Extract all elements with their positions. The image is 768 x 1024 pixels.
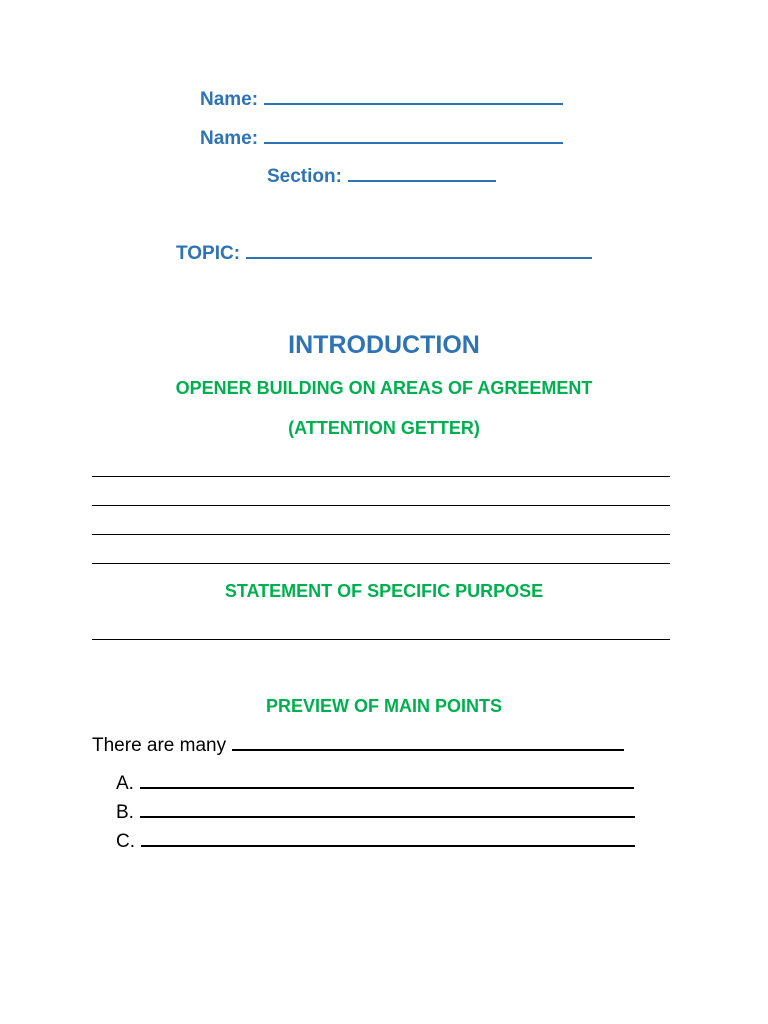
name-blank-1[interactable] (264, 102, 563, 105)
point-blank-b[interactable] (140, 815, 635, 818)
point-row-b (116, 802, 635, 824)
opener-line-4[interactable] (92, 563, 670, 564)
point-blank-a[interactable] (140, 786, 634, 789)
preview-heading: PREVIEW OF MAIN POINTS (265, 696, 502, 716)
name-blank-2[interactable] (264, 141, 563, 144)
opener-line-1[interactable] (92, 476, 670, 477)
opener-heading: OPENER BUILDING ON AREAS OF AGREEMENT (175, 378, 593, 398)
purpose-heading: STATEMENT OF SPECIFIC PURPOSE (224, 581, 544, 601)
preview-lead-row (92, 735, 624, 757)
point-label-b: B. (116, 802, 134, 823)
opener-line-2[interactable] (92, 505, 670, 506)
point-row-c (116, 831, 635, 853)
name-field-1 (200, 89, 563, 111)
opener-line-3[interactable] (92, 534, 670, 535)
section-label: Section: (267, 166, 342, 187)
topic-label: TOPIC: (176, 243, 241, 264)
point-label-c: C. (116, 831, 135, 852)
purpose-line[interactable] (92, 639, 670, 640)
topic-blank[interactable] (246, 256, 592, 259)
attention-heading: (ATTENTION GETTER) (288, 418, 480, 438)
section-field (267, 166, 496, 188)
name-label-1: Name: (200, 89, 259, 110)
point-row-a (116, 773, 634, 795)
name-field-2 (200, 128, 563, 150)
introduction-title: INTRODUCTION (288, 331, 480, 359)
topic-field (176, 243, 592, 265)
preview-lead-text: There are many (92, 735, 227, 756)
point-label-a: A. (116, 773, 134, 794)
point-blank-c[interactable] (141, 844, 635, 847)
section-blank[interactable] (348, 179, 496, 182)
preview-lead-blank[interactable] (232, 748, 624, 751)
name-label-2: Name: (200, 128, 259, 149)
